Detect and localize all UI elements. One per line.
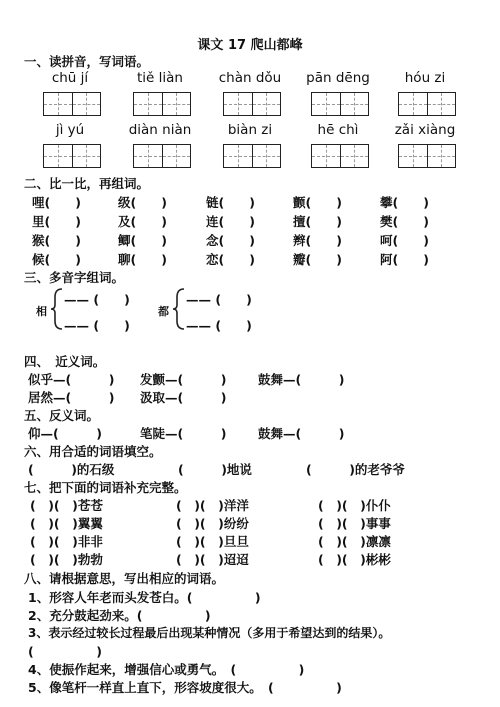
compare-item: 颤( ) bbox=[293, 195, 342, 210]
fill-item: ( )的石级 bbox=[28, 462, 115, 477]
polyphone-char: 相 bbox=[36, 305, 47, 318]
compare-item: 猴( ) bbox=[32, 233, 81, 248]
idiom-item: ( )( )凛凛 bbox=[318, 534, 391, 549]
pinyin-label: tiě liàn bbox=[137, 70, 183, 86]
compare-item: 阿( ) bbox=[380, 252, 429, 267]
fill-item: ( )的老爷爷 bbox=[306, 462, 405, 477]
fill-item: ( )地说 bbox=[178, 462, 252, 477]
definition-item: 4、使振作起来，增强信心或勇气。 ( ) bbox=[28, 662, 305, 677]
writing-grid[interactable] bbox=[223, 144, 281, 168]
idiom-item: ( )( )彬彬 bbox=[318, 552, 391, 567]
writing-grid[interactable] bbox=[133, 92, 191, 116]
pinyin-label: jì yú bbox=[55, 122, 85, 138]
compare-item: 辫( ) bbox=[293, 233, 342, 248]
idiom-item: ( )( )洋洋 bbox=[176, 498, 249, 513]
idiom-item: ( )( )事事 bbox=[318, 516, 391, 531]
polyphone-blank: —— ( ) bbox=[186, 292, 252, 307]
writing-grid[interactable] bbox=[133, 144, 191, 168]
compare-item: 聊( ) bbox=[118, 252, 167, 267]
definition-item: 1、形容人年老而头发苍白。( ) bbox=[28, 590, 261, 605]
compare-item: 连( ) bbox=[206, 214, 255, 229]
definition-item: ( ) bbox=[28, 644, 102, 659]
pinyin-label: chū jí bbox=[51, 70, 89, 86]
compare-item: 里( ) bbox=[32, 214, 81, 229]
polyphone-char: 都 bbox=[158, 305, 169, 318]
idiom-item: ( )( )翼翼 bbox=[30, 516, 103, 531]
idiom-item: ( )( )非非 bbox=[30, 534, 103, 549]
compare-item: 链( ) bbox=[206, 195, 255, 210]
pinyin-label: hē chì bbox=[317, 122, 359, 138]
compare-item: 级( ) bbox=[118, 195, 167, 210]
compare-item: 念( ) bbox=[206, 233, 255, 248]
idiom-item: ( )( )纷纷 bbox=[176, 516, 249, 531]
antonym-item: 笔陡—( ) bbox=[140, 426, 227, 441]
definition-item: 5、像笔杆一样直上直下，形容坡度很大。 ( ) bbox=[28, 680, 342, 695]
pinyin-label: pān dēng bbox=[306, 70, 370, 86]
compare-item: 鲫( ) bbox=[118, 233, 167, 248]
compare-item: 及( ) bbox=[118, 214, 167, 229]
pinyin-label: biàn zi bbox=[227, 122, 273, 138]
synonym-item: 鼓舞—( ) bbox=[258, 372, 345, 387]
writing-grid[interactable] bbox=[398, 144, 456, 168]
writing-grid[interactable] bbox=[43, 92, 101, 116]
compare-item: 攀( ) bbox=[380, 195, 429, 210]
section5-heading: 五、反义词。 bbox=[24, 408, 100, 423]
definition-item: 2、充分鼓起劲来。( ) bbox=[28, 608, 211, 623]
idiom-item: ( )( )迢迢 bbox=[176, 552, 249, 567]
writing-grid[interactable] bbox=[223, 92, 281, 116]
pinyin-label: hóu zi bbox=[404, 70, 446, 86]
section4-heading: 四、 近义词。 bbox=[24, 354, 106, 369]
writing-grid[interactable] bbox=[311, 92, 369, 116]
pinyin-label: diàn niàn bbox=[128, 122, 192, 138]
synonym-item: 似乎—( ) bbox=[28, 372, 115, 387]
polyphone-blank: —— ( ) bbox=[64, 292, 130, 307]
compare-item: 樊( ) bbox=[380, 214, 429, 229]
pinyin-label: chàn dǒu bbox=[218, 70, 282, 86]
section2-heading: 二、比一比，再组词。 bbox=[24, 176, 150, 191]
synonym-item: 发颤—( ) bbox=[140, 372, 227, 387]
polyphone-blank: —— ( ) bbox=[186, 318, 252, 333]
idiom-item: ( )( )旦旦 bbox=[176, 534, 249, 549]
compare-item: 擅( ) bbox=[293, 214, 342, 229]
pinyin-label: zǎi xiàng bbox=[394, 122, 456, 138]
page-title: 课文 17 爬山都峰 bbox=[197, 38, 303, 53]
section7-heading: 七、把下面的词语补充完整。 bbox=[24, 480, 187, 495]
compare-item: 哩( ) bbox=[32, 195, 81, 210]
idiom-item: ( )( )仆仆 bbox=[318, 498, 391, 513]
polyphone-blank: —— ( ) bbox=[64, 318, 130, 333]
compare-item: 恋( ) bbox=[206, 252, 255, 267]
synonym-item: 居然—( ) bbox=[28, 390, 115, 405]
writing-grid[interactable] bbox=[398, 92, 456, 116]
section8-heading: 八、请根据意思，写出相应的词语。 bbox=[24, 571, 225, 586]
section6-heading: 六、用合适的词语填空。 bbox=[24, 444, 162, 459]
idiom-item: ( )( )苍苍 bbox=[30, 498, 103, 513]
section3-heading: 三、多音字组词。 bbox=[24, 270, 125, 285]
compare-item: 候( ) bbox=[32, 252, 81, 267]
brace-icon bbox=[50, 287, 64, 331]
brace-icon bbox=[172, 287, 186, 331]
synonym-item: 汲取—( ) bbox=[140, 390, 227, 405]
antonym-item: 鼓舞—( ) bbox=[258, 426, 345, 441]
compare-item: 呵( ) bbox=[380, 233, 429, 248]
writing-grid[interactable] bbox=[311, 144, 369, 168]
compare-item: 瓣( ) bbox=[293, 252, 342, 267]
antonym-item: 仰—( ) bbox=[28, 426, 102, 441]
writing-grid[interactable] bbox=[43, 144, 101, 168]
definition-item: 3、表示经过较长过程最后出现某种情况（多用于希望达到的结果）。 bbox=[28, 626, 391, 640]
section1-heading: 一、读拼音，写词语。 bbox=[24, 54, 150, 69]
idiom-item: ( )( )勃勃 bbox=[30, 552, 103, 567]
